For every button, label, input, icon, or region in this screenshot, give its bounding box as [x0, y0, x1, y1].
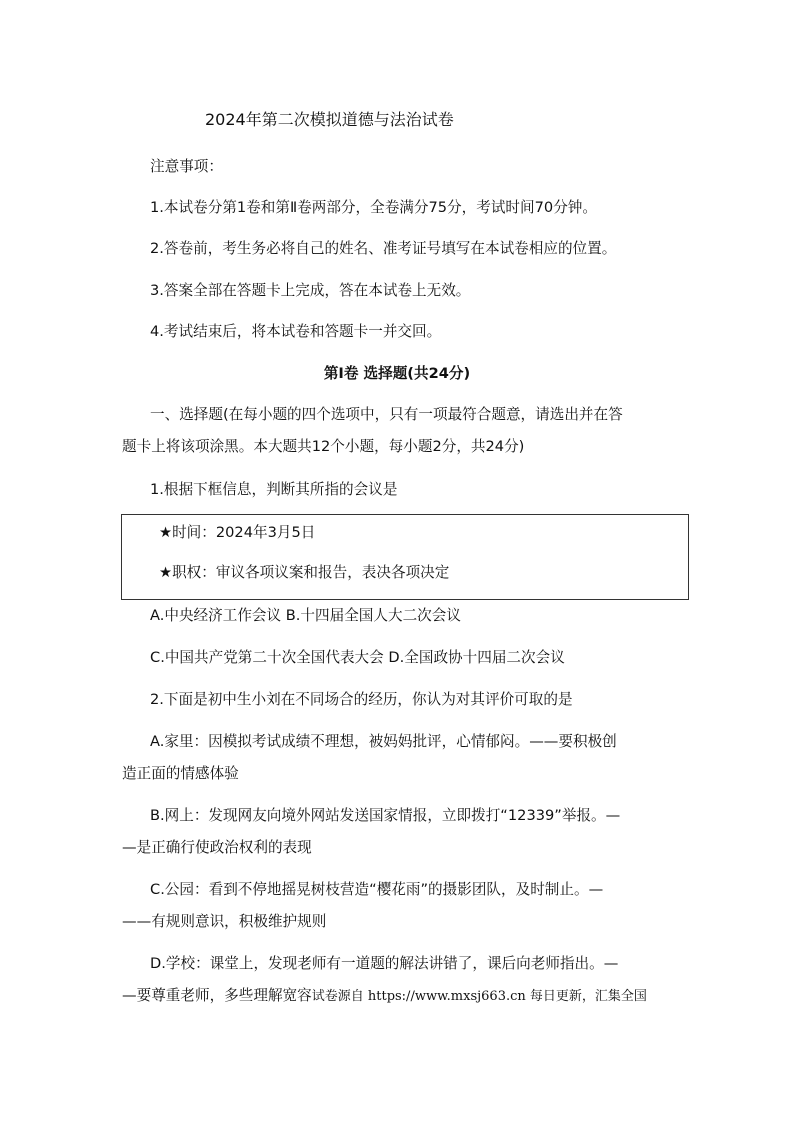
- question-options: C.中国共产党第二十次全国代表大会 D.全国政协十四届二次会议: [150, 649, 565, 666]
- instruction-line: 题卡上将该项涂黑。本大题共12个小题，每小题2分，共24分): [122, 438, 525, 455]
- option-a-line: 造正面的情感体验: [122, 765, 239, 782]
- option-d-line: D.学校：课堂上，发现老师有一道题的解法讲错了，课后向老师指出。—: [150, 955, 619, 972]
- info-box: [121, 514, 689, 600]
- option-c-line: C.公园：看到不停地摇晃树枝营造“樱花雨”的摄影团队，及时制止。—: [150, 881, 604, 898]
- notice-item: 4.考试结束后，将本试卷和答题卡一并交回。: [150, 323, 442, 340]
- instruction-line: 一、选择题(在每小题的四个选项中，只有一项最符合题意，请选出并在答: [150, 406, 623, 423]
- info-box-line: ★职权：审议各项议案和报告，表决各项决定: [159, 564, 450, 581]
- source-watermark: 试卷源自 https://www.mxsj663.cn 每日更新，汇集全国: [311, 989, 647, 1004]
- notice-heading: 注意事项：: [150, 158, 223, 175]
- option-a-line: A.家里：因模拟考试成绩不理想，被妈妈批评，心情郁闷。——要积极创: [150, 733, 617, 750]
- notice-item: 3.答案全部在答题卡上完成，答在本试卷上无效。: [150, 282, 471, 299]
- question-stem: 1.根据下框信息，判断其所指的会议是: [150, 481, 398, 498]
- section-title: 第Ⅰ卷 选择题(共24分): [323, 365, 471, 382]
- option-d-line: [122, 986, 647, 1007]
- question-options: A.中央经济工作会议 B.十四届全国人大二次会议: [150, 607, 461, 624]
- page-title: 2024年第二次模拟道德与法治试卷: [205, 110, 454, 129]
- option-b-line: —是正确行使政治权利的表现: [122, 839, 312, 856]
- notice-item: 1.本试卷分第1卷和第Ⅱ卷两部分，全卷满分75分，考试时间70分钟。: [150, 199, 597, 216]
- option-d-line2: —要尊重老师，多些理解宽容: [122, 987, 312, 1004]
- option-c-line: ——有规则意识，积极维护规则: [122, 913, 327, 930]
- info-box-line: ★时间：2024年3月5日: [159, 524, 316, 541]
- option-b-line: B.网上：发现网友向境外网站发送国家情报，立即拨打“12339”举报。—: [150, 807, 621, 824]
- notice-item: 2.答卷前，考生务必将自己的姓名、准考证号填写在本试卷相应的位置。: [150, 240, 617, 257]
- question-stem: 2.下面是初中生小刘在不同场合的经历，你认为对其评价可取的是: [150, 691, 573, 708]
